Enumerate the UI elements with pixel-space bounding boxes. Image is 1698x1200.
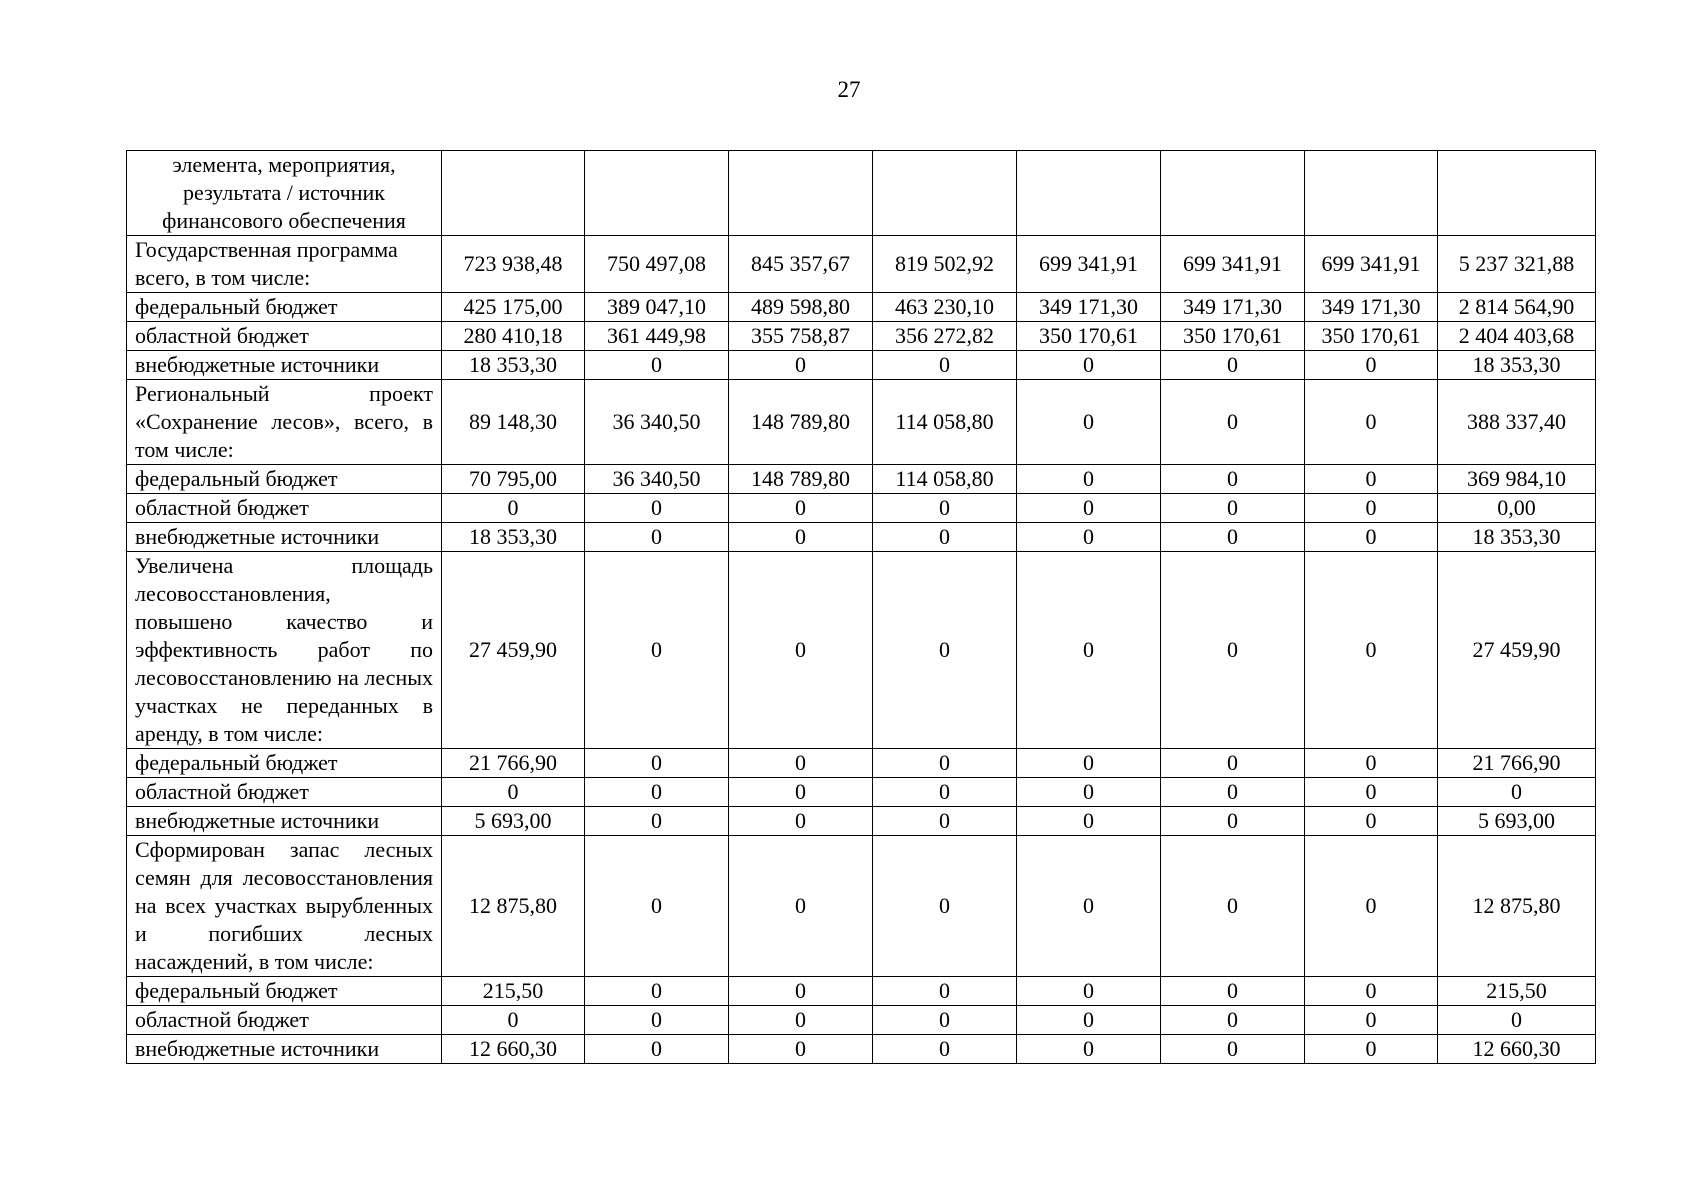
value-cell: 0 (729, 494, 873, 523)
value-cell: 0 (873, 1006, 1017, 1035)
value-cell: 0 (1305, 351, 1438, 380)
value-cell: 0 (1161, 465, 1305, 494)
value-cell: 0 (1161, 494, 1305, 523)
value-cell: 0 (873, 351, 1017, 380)
value-cell: 699 341,91 (1305, 236, 1438, 293)
value-cell: 0 (585, 351, 729, 380)
value-cell: 0 (1305, 778, 1438, 807)
value-cell: 12 660,30 (442, 1035, 585, 1064)
value-cell: 361 449,98 (585, 322, 729, 351)
value-cell: 750 497,08 (585, 236, 729, 293)
value-cell: 0 (873, 494, 1017, 523)
table-row (127, 1035, 1596, 1064)
value-cell: 0 (585, 807, 729, 836)
table-row (127, 807, 1596, 836)
value-cell: 350 170,61 (1305, 322, 1438, 351)
value-cell: 36 340,50 (585, 380, 729, 465)
value-cell: 0 (1305, 749, 1438, 778)
value-cell: 389 047,10 (585, 293, 729, 322)
row-label-cell: федеральный бюджет (127, 465, 442, 494)
value-cell: 0 (1161, 1035, 1305, 1064)
value-cell: 463 230,10 (873, 293, 1017, 322)
value-cell: 0 (1017, 380, 1161, 465)
value-cell: 89 148,30 (442, 380, 585, 465)
value-cell: 350 170,61 (1161, 322, 1305, 351)
table-row (127, 322, 1596, 351)
value-cell: 0 (729, 807, 873, 836)
row-label-cell: областной бюджет (127, 778, 442, 807)
value-cell: 356 272,82 (873, 322, 1017, 351)
value-cell: 114 058,80 (873, 380, 1017, 465)
value-cell: 12 875,80 (1438, 836, 1596, 977)
value-cell: 0 (1017, 807, 1161, 836)
value-cell: 0 (1017, 778, 1161, 807)
value-cell: 0 (1161, 1006, 1305, 1035)
value-cell: 699 341,91 (1017, 236, 1161, 293)
value-cell: 0 (873, 836, 1017, 977)
value-cell: 0 (1161, 351, 1305, 380)
value-cell: 0 (1305, 836, 1438, 977)
header-cell (442, 151, 585, 236)
table-row (127, 778, 1596, 807)
value-cell: 0 (729, 778, 873, 807)
value-cell: 0 (873, 523, 1017, 552)
value-cell: 0 (1017, 977, 1161, 1006)
budget-table (126, 150, 1596, 1064)
row-label-cell: федеральный бюджет (127, 293, 442, 322)
value-cell: 0 (729, 552, 873, 749)
value-cell: 21 766,90 (442, 749, 585, 778)
value-cell: 0 (1305, 465, 1438, 494)
value-cell: 21 766,90 (1438, 749, 1596, 778)
header-cell (585, 151, 729, 236)
value-cell: 0 (1305, 1035, 1438, 1064)
value-cell: 5 237 321,88 (1438, 236, 1596, 293)
header-cell (1161, 151, 1305, 236)
value-cell: 0 (1017, 494, 1161, 523)
value-cell: 0 (729, 1035, 873, 1064)
value-cell: 280 410,18 (442, 322, 585, 351)
header-cell (873, 151, 1017, 236)
row-label-cell: Региональный проект «Сохранение лесов», всего, в том числе: (127, 380, 442, 465)
value-cell: 0 (1017, 836, 1161, 977)
row-label-cell: областной бюджет (127, 494, 442, 523)
value-cell: 350 170,61 (1017, 322, 1161, 351)
value-cell: 0 (1305, 523, 1438, 552)
value-cell: 355 758,87 (729, 322, 873, 351)
value-cell: 723 938,48 (442, 236, 585, 293)
value-cell: 0 (1017, 1006, 1161, 1035)
table-row (127, 380, 1596, 465)
value-cell: 0 (1438, 778, 1596, 807)
value-cell: 114 058,80 (873, 465, 1017, 494)
value-cell: 27 459,90 (442, 552, 585, 749)
table-row (127, 523, 1596, 552)
page-number: 27 (837, 77, 861, 102)
value-cell: 0 (442, 494, 585, 523)
value-cell: 699 341,91 (1161, 236, 1305, 293)
table-row (127, 836, 1596, 977)
value-cell: 0 (585, 1035, 729, 1064)
value-cell: 0 (442, 778, 585, 807)
value-cell: 349 171,30 (1017, 293, 1161, 322)
value-cell: 0 (1161, 836, 1305, 977)
value-cell: 0 (729, 351, 873, 380)
row-label-cell: внебюджетные источники (127, 523, 442, 552)
value-cell: 0 (442, 1006, 585, 1035)
value-cell: 0 (1017, 351, 1161, 380)
header-cell (729, 151, 873, 236)
table-row (127, 351, 1596, 380)
value-cell: 215,50 (442, 977, 585, 1006)
header-label-cell: элемента, мероприятия, результата / источник финансового обеспечения (127, 151, 442, 236)
value-cell: 27 459,90 (1438, 552, 1596, 749)
value-cell: 0 (1161, 977, 1305, 1006)
table-row (127, 293, 1596, 322)
table-header-row (127, 151, 1596, 236)
value-cell: 0 (729, 523, 873, 552)
value-cell: 215,50 (1438, 977, 1596, 1006)
value-cell: 36 340,50 (585, 465, 729, 494)
value-cell: 0 (585, 1006, 729, 1035)
value-cell: 0 (1305, 977, 1438, 1006)
header-cell (1438, 151, 1596, 236)
row-label-cell: Государственная программа всего, в том числе: (127, 236, 442, 293)
value-cell: 0 (873, 552, 1017, 749)
value-cell: 0 (585, 494, 729, 523)
value-cell: 0 (585, 552, 729, 749)
value-cell: 0 (1017, 465, 1161, 494)
value-cell: 0 (873, 1035, 1017, 1064)
table-row (127, 494, 1596, 523)
value-cell: 0 (1161, 749, 1305, 778)
value-cell: 0 (729, 836, 873, 977)
value-cell: 0 (1305, 1006, 1438, 1035)
value-cell: 845 357,67 (729, 236, 873, 293)
value-cell: 0 (1017, 552, 1161, 749)
value-cell: 0 (1017, 749, 1161, 778)
row-label-cell: федеральный бюджет (127, 749, 442, 778)
value-cell: 0 (873, 807, 1017, 836)
value-cell: 0 (1017, 523, 1161, 552)
value-cell: 18 353,30 (1438, 523, 1596, 552)
value-cell: 12 660,30 (1438, 1035, 1596, 1064)
value-cell: 0 (1305, 380, 1438, 465)
row-label-cell: Увеличена площадь лесовосстановления, повышено качество и эффективность работ по лесовосстановлению на лесных участках не переданных в аренду, в том числе: (127, 552, 442, 749)
value-cell: 0 (873, 778, 1017, 807)
value-cell: 0 (1305, 552, 1438, 749)
value-cell: 489 598,80 (729, 293, 873, 322)
value-cell: 0 (873, 977, 1017, 1006)
value-cell: 5 693,00 (1438, 807, 1596, 836)
table-row (127, 1006, 1596, 1035)
table-row (127, 977, 1596, 1006)
value-cell: 0 (1161, 523, 1305, 552)
header-cell (1017, 151, 1161, 236)
row-label-cell: внебюджетные источники (127, 1035, 442, 1064)
row-label-cell: Сформирован запас лесных семян для лесовосстановления на всех участках вырубленных и погибших лесных насаждений, в том числе: (127, 836, 442, 977)
value-cell: 349 171,30 (1305, 293, 1438, 322)
value-cell: 349 171,30 (1161, 293, 1305, 322)
value-cell: 0 (1305, 494, 1438, 523)
value-cell: 0 (585, 836, 729, 977)
value-cell: 0,00 (1438, 494, 1596, 523)
header-cell (1305, 151, 1438, 236)
value-cell: 0 (1438, 1006, 1596, 1035)
value-cell: 18 353,30 (442, 351, 585, 380)
table-row (127, 749, 1596, 778)
value-cell: 0 (585, 778, 729, 807)
row-label-cell: федеральный бюджет (127, 977, 442, 1006)
value-cell: 0 (585, 749, 729, 778)
value-cell: 5 693,00 (442, 807, 585, 836)
value-cell: 0 (1305, 807, 1438, 836)
value-cell: 148 789,80 (729, 465, 873, 494)
value-cell: 2 404 403,68 (1438, 322, 1596, 351)
value-cell: 148 789,80 (729, 380, 873, 465)
value-cell: 0 (1161, 778, 1305, 807)
row-label-cell: областной бюджет (127, 322, 442, 351)
value-cell: 0 (585, 977, 729, 1006)
value-cell: 0 (1161, 380, 1305, 465)
value-cell: 0 (729, 749, 873, 778)
value-cell: 2 814 564,90 (1438, 293, 1596, 322)
value-cell: 819 502,92 (873, 236, 1017, 293)
value-cell: 12 875,80 (442, 836, 585, 977)
table-row (127, 465, 1596, 494)
table-row (127, 236, 1596, 293)
value-cell: 18 353,30 (442, 523, 585, 552)
row-label-cell: областной бюджет (127, 1006, 442, 1035)
value-cell: 0 (1161, 807, 1305, 836)
value-cell: 388 337,40 (1438, 380, 1596, 465)
value-cell: 369 984,10 (1438, 465, 1596, 494)
value-cell: 0 (585, 523, 729, 552)
value-cell: 0 (729, 977, 873, 1006)
row-label-cell: внебюджетные источники (127, 807, 442, 836)
value-cell: 0 (1017, 1035, 1161, 1064)
value-cell: 0 (873, 749, 1017, 778)
value-cell: 18 353,30 (1438, 351, 1596, 380)
value-cell: 425 175,00 (442, 293, 585, 322)
value-cell: 0 (729, 1006, 873, 1035)
budget-table-body (127, 151, 1596, 1064)
value-cell: 0 (1161, 552, 1305, 749)
row-label-cell: внебюджетные источники (127, 351, 442, 380)
table-row (127, 552, 1596, 749)
value-cell: 70 795,00 (442, 465, 585, 494)
